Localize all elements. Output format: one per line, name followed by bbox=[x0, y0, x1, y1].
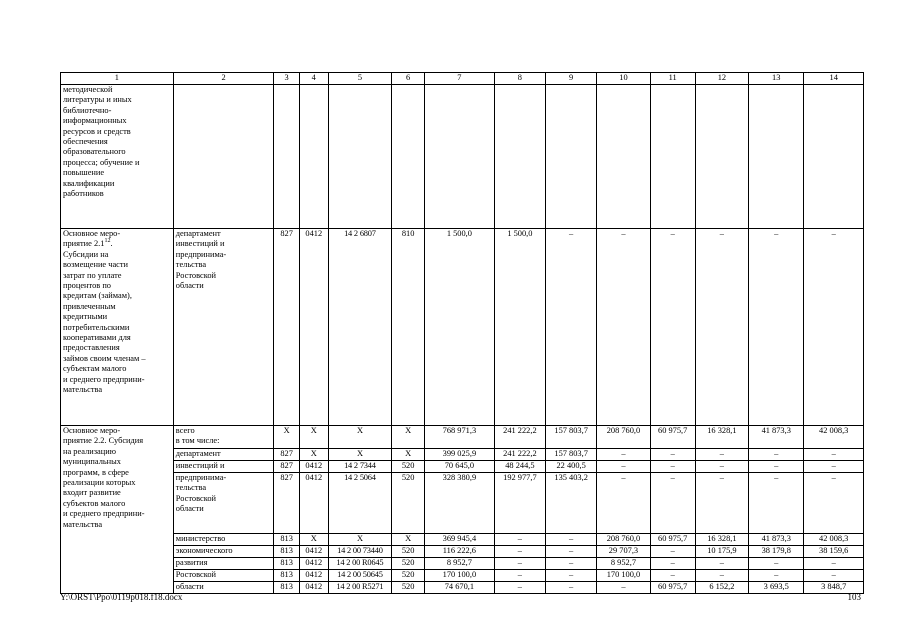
value-cell: X bbox=[299, 426, 328, 449]
value-cell: – bbox=[597, 449, 650, 461]
value-cell: – bbox=[546, 570, 597, 582]
column-header-10: 10 bbox=[597, 73, 650, 85]
value-cell: 241 222,2 bbox=[494, 426, 545, 449]
value-cell: X bbox=[392, 534, 425, 546]
value-cell: 3 848,7 bbox=[804, 582, 864, 594]
value-cell: 520 bbox=[392, 558, 425, 570]
value-cell: 135 403,2 bbox=[546, 473, 597, 534]
measure-2-2-name: Основное меро- приятие 2.2. Субсидия на реализацию муниципальных программ, в сфере реализации которых входит развитие субъектов малого и среднего предприни- мательства bbox=[61, 426, 174, 594]
value-cell: 41 873,3 bbox=[749, 426, 804, 449]
executor-cell: инвестиций и bbox=[173, 461, 274, 473]
column-header-5: 5 bbox=[328, 73, 392, 85]
value-cell: – bbox=[804, 558, 864, 570]
empty-cell bbox=[274, 85, 300, 229]
value-cell: 208 760,0 bbox=[597, 426, 650, 449]
value-cell: – bbox=[494, 582, 545, 594]
value-cell: 3 693,5 bbox=[749, 582, 804, 594]
value-cell: 810 bbox=[392, 229, 425, 426]
column-header-7: 7 bbox=[425, 73, 495, 85]
value-cell: 16 328,1 bbox=[695, 426, 748, 449]
value-cell: – bbox=[546, 558, 597, 570]
value-cell: 520 bbox=[392, 461, 425, 473]
value-cell: 16 328,1 bbox=[695, 534, 748, 546]
value-cell: X bbox=[392, 426, 425, 449]
value-cell: 14 2 00 73440 bbox=[328, 546, 392, 558]
measure-2-2-row bbox=[61, 558, 864, 570]
value-cell: – bbox=[804, 229, 864, 426]
value-cell: – bbox=[494, 570, 545, 582]
value-cell: 192 977,7 bbox=[494, 473, 545, 534]
value-cell: X bbox=[274, 426, 300, 449]
value-cell: 8 952,7 bbox=[425, 558, 495, 570]
measure-2-1-name: Основное меро- приятие $2.1^{12}$. Субсидии на возмещение части затрат по уплате процентов по кредитам (займам), привлеченным кредитными потребительскими кооперативами для предоставления займов своим членам – субъектам малого и среднего предприни- мательства bbox=[61, 229, 174, 426]
value-cell: 14 2 5064 bbox=[328, 473, 392, 534]
empty-cell bbox=[328, 85, 392, 229]
value-cell: – bbox=[597, 461, 650, 473]
value-cell: 22 400,5 bbox=[546, 461, 597, 473]
value-cell: X bbox=[328, 449, 392, 461]
column-header-13: 13 bbox=[749, 73, 804, 85]
column-header-11: 11 bbox=[650, 73, 695, 85]
empty-cell bbox=[425, 85, 495, 229]
value-cell: 14 2 00 50645 bbox=[328, 570, 392, 582]
value-cell: – bbox=[494, 546, 545, 558]
header-row bbox=[61, 73, 864, 85]
empty-cell bbox=[597, 85, 650, 229]
value-cell: 1 500,0 bbox=[494, 229, 545, 426]
empty-cell bbox=[546, 85, 597, 229]
value-cell: – bbox=[650, 570, 695, 582]
value-cell: 14 2 6807 bbox=[328, 229, 392, 426]
value-cell: 520 bbox=[392, 582, 425, 594]
page-number: 103 bbox=[847, 592, 861, 602]
value-cell: 0412 bbox=[299, 558, 328, 570]
value-cell: 520 bbox=[392, 546, 425, 558]
value-cell: – bbox=[650, 473, 695, 534]
value-cell: – bbox=[749, 229, 804, 426]
value-cell: 38 159,6 bbox=[804, 546, 864, 558]
empty-cell bbox=[173, 85, 274, 229]
value-cell: 520 bbox=[392, 473, 425, 534]
value-cell: 813 bbox=[274, 546, 300, 558]
value-cell: 0412 bbox=[299, 473, 328, 534]
file-path: Y:\ORST\Ppo\0119p018.f18.docx bbox=[60, 592, 183, 602]
column-header-2: 2 bbox=[173, 73, 274, 85]
value-cell: – bbox=[650, 546, 695, 558]
column-header-6: 6 bbox=[392, 73, 425, 85]
value-cell: – bbox=[597, 229, 650, 426]
value-cell: – bbox=[695, 449, 748, 461]
value-cell: 6 152,2 bbox=[695, 582, 748, 594]
value-cell: 1 500,0 bbox=[425, 229, 495, 426]
executor-cell: Ростовской bbox=[173, 570, 274, 582]
executor-cell: всего в том числе: bbox=[173, 426, 274, 449]
measure-2-1-executor: департамент инвестиций и предпринима- тельства Ростовской области bbox=[173, 229, 274, 426]
value-cell: 42 008,3 bbox=[804, 534, 864, 546]
value-cell: – bbox=[546, 582, 597, 594]
value-cell: 813 bbox=[274, 582, 300, 594]
value-cell: 38 179,8 bbox=[749, 546, 804, 558]
value-cell: 74 670,1 bbox=[425, 582, 495, 594]
executor-cell: области bbox=[173, 582, 274, 594]
measure-2-2-row bbox=[61, 473, 864, 534]
value-cell: 0412 bbox=[299, 229, 328, 426]
executor-cell: департамент bbox=[173, 449, 274, 461]
value-cell: – bbox=[804, 570, 864, 582]
value-cell: 827 bbox=[274, 229, 300, 426]
value-cell: X bbox=[299, 449, 328, 461]
value-cell: 14 2 00 R5271 bbox=[328, 582, 392, 594]
value-cell: 827 bbox=[274, 449, 300, 461]
value-cell: 520 bbox=[392, 570, 425, 582]
column-header-9: 9 bbox=[546, 73, 597, 85]
value-cell: – bbox=[749, 558, 804, 570]
measure-2-2-row bbox=[61, 426, 864, 449]
value-cell: 813 bbox=[274, 558, 300, 570]
value-cell: 328 380,9 bbox=[425, 473, 495, 534]
value-cell: X bbox=[299, 534, 328, 546]
value-cell: 48 244,5 bbox=[494, 461, 545, 473]
value-cell: 170 100,0 bbox=[425, 570, 495, 582]
value-cell: – bbox=[804, 449, 864, 461]
continuation-text: методической литературы и иных библиотечно- информационных ресурсов и средств обеспечения образовательного процесса; обучение и повышение квалификации работников bbox=[61, 85, 174, 229]
value-cell: 813 bbox=[274, 534, 300, 546]
value-cell: – bbox=[597, 473, 650, 534]
column-header-12: 12 bbox=[695, 73, 748, 85]
value-cell: 60 975,7 bbox=[650, 534, 695, 546]
executor-cell: министерство bbox=[173, 534, 274, 546]
value-cell: – bbox=[494, 534, 545, 546]
budget-table bbox=[60, 72, 864, 594]
value-cell: – bbox=[546, 546, 597, 558]
executor-cell: предпринима- тельства Ростовской области bbox=[173, 473, 274, 534]
value-cell: 60 975,7 bbox=[650, 426, 695, 449]
value-cell: – bbox=[494, 558, 545, 570]
value-cell: – bbox=[695, 229, 748, 426]
value-cell: – bbox=[546, 229, 597, 426]
value-cell: X bbox=[328, 534, 392, 546]
value-cell: 14 2 7344 bbox=[328, 461, 392, 473]
value-cell: 8 952,7 bbox=[597, 558, 650, 570]
value-cell: 42 008,3 bbox=[804, 426, 864, 449]
empty-cell bbox=[392, 85, 425, 229]
value-cell: – bbox=[650, 461, 695, 473]
value-cell: – bbox=[546, 534, 597, 546]
value-cell: 10 175,9 bbox=[695, 546, 748, 558]
value-cell: 827 bbox=[274, 461, 300, 473]
value-cell: – bbox=[804, 473, 864, 534]
value-cell: 827 bbox=[274, 473, 300, 534]
value-cell: 399 025,9 bbox=[425, 449, 495, 461]
value-cell: – bbox=[749, 473, 804, 534]
value-cell: 208 760,0 bbox=[597, 534, 650, 546]
value-cell: 70 645,0 bbox=[425, 461, 495, 473]
value-cell: 369 945,4 bbox=[425, 534, 495, 546]
column-header-14: 14 bbox=[804, 73, 864, 85]
executor-cell: экономического bbox=[173, 546, 274, 558]
measure-2-2-row bbox=[61, 534, 864, 546]
measure-2-2-row bbox=[61, 461, 864, 473]
empty-cell bbox=[650, 85, 695, 229]
value-cell: 14 2 00 R0645 bbox=[328, 558, 392, 570]
continuation-row bbox=[61, 85, 864, 229]
value-cell: 0412 bbox=[299, 461, 328, 473]
value-cell: – bbox=[695, 570, 748, 582]
value-cell: 157 803,7 bbox=[546, 449, 597, 461]
empty-cell bbox=[749, 85, 804, 229]
column-header-3: 3 bbox=[274, 73, 300, 85]
value-cell: 29 707,3 bbox=[597, 546, 650, 558]
measure-2-2-row bbox=[61, 546, 864, 558]
value-cell: 116 222,6 bbox=[425, 546, 495, 558]
value-cell: – bbox=[695, 461, 748, 473]
empty-cell bbox=[299, 85, 328, 229]
value-cell: – bbox=[650, 558, 695, 570]
value-cell: 0412 bbox=[299, 546, 328, 558]
value-cell: – bbox=[597, 582, 650, 594]
empty-cell bbox=[804, 85, 864, 229]
value-cell: – bbox=[695, 558, 748, 570]
value-cell: 768 971,3 bbox=[425, 426, 495, 449]
value-cell: 41 873,3 bbox=[749, 534, 804, 546]
measure-2-2-row bbox=[61, 449, 864, 461]
value-cell: – bbox=[749, 570, 804, 582]
value-cell: X bbox=[392, 449, 425, 461]
empty-cell bbox=[494, 85, 545, 229]
measure-2-1-row bbox=[61, 229, 864, 426]
empty-cell bbox=[695, 85, 748, 229]
column-header-1: 1 bbox=[61, 73, 174, 85]
value-cell: 0412 bbox=[299, 582, 328, 594]
value-cell: 813 bbox=[274, 570, 300, 582]
value-cell: – bbox=[804, 461, 864, 473]
value-cell: 0412 bbox=[299, 570, 328, 582]
value-cell: 157 803,7 bbox=[546, 426, 597, 449]
value-cell: – bbox=[650, 229, 695, 426]
value-cell: 60 975,7 bbox=[650, 582, 695, 594]
measure-2-2-row bbox=[61, 570, 864, 582]
value-cell: – bbox=[695, 473, 748, 534]
column-header-8: 8 bbox=[494, 73, 545, 85]
value-cell: – bbox=[749, 449, 804, 461]
column-header-4: 4 bbox=[299, 73, 328, 85]
value-cell: 170 100,0 bbox=[597, 570, 650, 582]
value-cell: – bbox=[650, 449, 695, 461]
value-cell: – bbox=[749, 461, 804, 473]
value-cell: 241 222,2 bbox=[494, 449, 545, 461]
value-cell: X bbox=[328, 426, 392, 449]
executor-cell: развития bbox=[173, 558, 274, 570]
